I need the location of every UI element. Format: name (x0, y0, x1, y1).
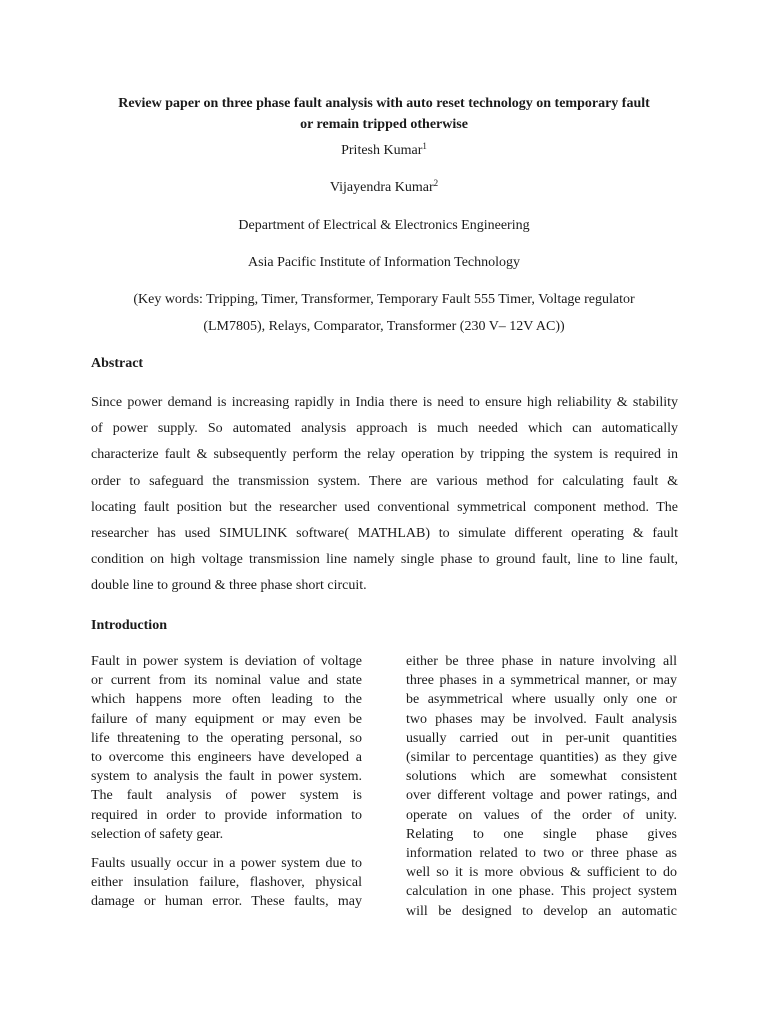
text-line: selection of safety gear. (91, 826, 224, 842)
abstract-line: double line to ground & three phase short circuit. (91, 578, 367, 594)
text-line: The fault analysis of power system is (91, 788, 362, 804)
text-line: three phases in a symmetrical manner, or may (406, 673, 677, 689)
abstract-line: locating fault position but the researcher used conventional symmetrical component method. The (91, 499, 678, 515)
text-line: well so it is more obvious & sufficient to do (406, 865, 677, 881)
text-line: usually carried out in per-unit quantities (406, 730, 677, 746)
text-line: failure of many equipment or may even be (91, 711, 362, 727)
abstract-line: of power supply. So automated analysis approach is much needed which can automatically (91, 421, 678, 437)
text-line: will be designed to develop an automatic (406, 903, 677, 919)
keywords-line-1: (Key words: Tripping, Timer, Transformer, Temporary Fault 555 Timer, Voltage regulator (133, 292, 635, 307)
text-line: to overcome this engineers have developed a (91, 750, 362, 766)
introduction-heading: Introduction (91, 618, 167, 633)
institute: Asia Pacific Institute of Information Technology (247, 255, 521, 270)
text-line: either insulation failure, flashover, physical (91, 875, 362, 891)
text-line: Fault in power system is deviation of voltage (91, 654, 362, 669)
abstract-line: characterize fault & subsequently perform the relay operation by tripping the system is required in (91, 447, 678, 463)
text-line: operate on values of the order of unity. (406, 807, 677, 823)
abstract-line: Since power demand is increasing rapidly in India there is need to ensure high reliability & stability (91, 395, 678, 410)
abstract-heading: Abstract (91, 356, 144, 371)
text-line: two phases may be involved. Fault analysis (406, 711, 677, 727)
text-line: over different voltage and power ratings, and (406, 788, 677, 804)
author-2-name: Vijayendra Kumar (329, 180, 434, 195)
keywords-line-2: (LM7805), Relays, Comparator, Transformer (230 V– 12V AC)) (203, 319, 565, 334)
abstract-line: condition on high voltage transmission line namely single phase to ground fault, line to line fault, (91, 552, 678, 568)
text-line: either be three phase in nature involving all (406, 654, 677, 669)
text-line: information related to two or three phase as (406, 846, 677, 862)
text-line: which happens more often leading to the (91, 692, 362, 708)
text-line: (similar to percentage quantities) as they give (406, 750, 677, 766)
abstract-body (91, 390, 678, 600)
author-1-affiliation-mark: 1 (422, 141, 427, 151)
text-line: calculation in one phase. This project system (406, 884, 677, 900)
author-1-name: Pritesh Kumar (341, 143, 423, 158)
title-line-1: Review paper on three phase fault analysis with auto reset technology on temporary fault (118, 96, 650, 111)
department: Department of Electrical & Electronics Engineering (238, 218, 530, 233)
left-paragraph-2 (91, 854, 362, 912)
text-line: Faults usually occur in a power system due to (91, 856, 362, 872)
author-1 (60, 142, 708, 160)
text-line: Relating to one single phase gives (406, 826, 677, 842)
left-column (91, 652, 362, 912)
author-2 (60, 179, 708, 197)
text-line: or current from its nominal value and state (91, 673, 362, 689)
paper-title (80, 93, 688, 135)
text-line: system to analysis the fault in power system. (91, 769, 362, 785)
text-line: required in order to provide information to (91, 807, 362, 823)
abstract-line: order to safeguard the transmission system. There are various method for calculating fault & (91, 473, 678, 489)
abstract-line: researcher has used SIMULINK software( MATHLAB) to simulate different operating & fault (91, 526, 678, 542)
text-line: be asymmetrical where usually only one or (406, 692, 677, 708)
text-line: life threatening to the operating personal, so (91, 730, 362, 746)
text-line: solutions which are somewhat consistent (406, 769, 677, 785)
right-column (406, 652, 677, 921)
author-2-affiliation-mark: 2 (433, 178, 439, 188)
paragraph-gap (91, 844, 362, 854)
title-line-2: or remain tripped otherwise (300, 117, 468, 132)
left-paragraph-1 (91, 652, 362, 844)
text-line: damage or human error. These faults, may (91, 894, 362, 910)
